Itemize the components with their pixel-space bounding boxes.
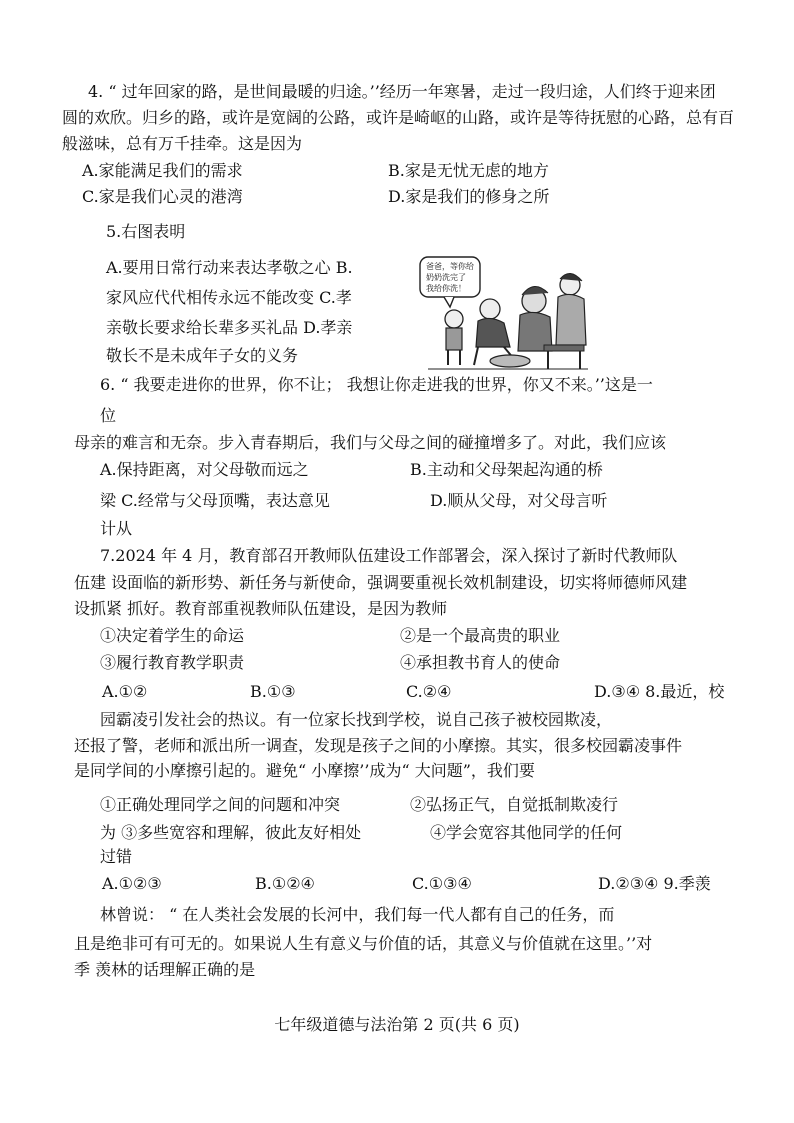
q8-line-1: 园霸凌引发社会的热议。有一位家长找到学校，说自己孩子被校园欺凌， — [100, 710, 613, 729]
q8-option-d: D.②③④ 9.季羡 — [598, 874, 711, 893]
q4-line-3: 般滋味，总有万千挂牵。这是因为 — [62, 134, 303, 153]
q6-line-1: 6. “ 我要走进你的世界，你不让； 我想让你走进我的世界，你又不来。’’这是一 — [100, 375, 653, 394]
q8-option-a: A.①②③ — [102, 874, 162, 893]
q8-line-5a: 为 ③多些宽容和理解，彼此友好相处 — [100, 823, 362, 842]
wash-basin — [490, 355, 530, 367]
q4-line-1: 4. “ 过年回家的路，是世间最暖的归途。’’经历一年寒暑，走过一段归途，人们终于迎来团 — [88, 82, 716, 101]
q7-option-d: D.③④ 8.最近，校 — [594, 682, 725, 701]
speech-bubble-line-1: 爸爸，等你给 — [426, 262, 474, 271]
q8-line-2: 还报了警，老师和派出所一调查，发现是孩子之间的小摩擦。其实，很多校园霸凌事件 — [74, 736, 683, 755]
q6-line-6: 计从 — [100, 519, 133, 538]
q6-line-2: 位 — [100, 406, 117, 425]
q7-option-b: B.①③ — [250, 682, 296, 701]
q5-line-1: A.要用日常行动来表达孝敬之心 B. — [106, 258, 353, 277]
q4-line-2: 圆的欢欣。归乡的路，或许是宽阔的公路，或许是崎岖的山路，或许是等待抚慰的心路，总有百 — [62, 108, 735, 127]
q7-option-c: C.②④ — [406, 682, 452, 701]
q9-line-2: 且是绝非可有可无的。如果说人生有意义与价值的话，其意义与价值就在这里。’’对 — [74, 934, 653, 953]
q4-option-d: D.家是我们的修身之所 — [388, 187, 550, 206]
q7-item-1: ①决定着学生的命运 — [100, 626, 245, 645]
q7-line-3: 设抓紧 抓好。教育部重视教师队伍建设，是因为教师 — [74, 599, 448, 618]
page-footer: 七年级道德与法治第 2 页(共 6 页) — [274, 1015, 520, 1034]
q7-line-1: 7.2024 年 4 月，教育部召开教师队伍建设工作部署会，深入探讨了新时代教师队 — [100, 546, 678, 565]
q8-line-3: 是同学间的小摩擦引起的。避免“ 小摩擦’’成为“ 大问题”，我们要 — [74, 761, 535, 780]
q5-stem: 5.右图表明 — [106, 222, 186, 241]
q8-option-c: C.①③④ — [412, 874, 472, 893]
speech-bubble-line-2: 奶奶洗完了 — [426, 273, 466, 282]
speech-bubble-line-3: 我给你洗！ — [426, 284, 466, 293]
q6-option-b: B.主动和父母架起沟通的桥 — [410, 460, 603, 479]
q7-line-2: 伍建 设面临的新形势、新任务与新使命，强调要重视长效机制建设，切实将师德师风建 — [74, 573, 688, 592]
q5-line-3: 亲敬长要求给长辈多买礼品 D.孝亲 — [106, 318, 353, 337]
father-figure — [480, 299, 500, 319]
q4-option-c: C.家是我们心灵的港湾 — [82, 187, 243, 206]
q8-item-1: ①正确处理同学之间的问题和冲突 — [100, 795, 341, 814]
q8-line-6: 过错 — [100, 847, 133, 866]
q7-item-3: ③履行教育教学职责 — [100, 653, 245, 672]
q6-line-3: 母亲的难言和无奈。步入青春期后，我们与父母之间的碰撞增多了。对此，我们应该 — [74, 433, 667, 452]
chair — [544, 345, 584, 351]
q7-item-4: ④承担教书育人的使命 — [400, 653, 561, 672]
q7-option-a: A.①② — [102, 682, 148, 701]
q4-option-a: A.家能满足我们的需求 — [82, 161, 243, 180]
q5-line-2: 家风应代代相传永远不能改变 C.孝 — [106, 288, 352, 307]
q4-option-b: B.家是无忧无虑的地方 — [388, 161, 549, 180]
q7-item-2: ②是一个最高贵的职业 — [400, 626, 561, 645]
child-figure — [445, 310, 463, 328]
q8-option-b: B.①②④ — [255, 874, 315, 893]
q5-line-4: 敬长不是未成年子女的义务 — [106, 346, 299, 365]
family-cartoon-illustration — [418, 255, 590, 373]
q8-item-2: ②弘扬正气，自觉抵制欺凌行 — [410, 795, 619, 814]
q6-option-a: A.保持距离，对父母敬而远之 — [100, 460, 309, 479]
q6-line-5a: 梁 C.经常与父母顶嘴，表达意见 — [100, 491, 330, 510]
q9-line-3: 季 羡林的话理解正确的是 — [74, 960, 256, 979]
q6-line-5b: D.顺从父母，对父母言听 — [430, 491, 608, 510]
q8-line-5b: ④学会宽容其他同学的任何 — [430, 823, 623, 842]
q9-line-1: 林曾说： “ 在人类社会发展的长河中，我们每一代人都有自己的任务，而 — [100, 905, 615, 924]
